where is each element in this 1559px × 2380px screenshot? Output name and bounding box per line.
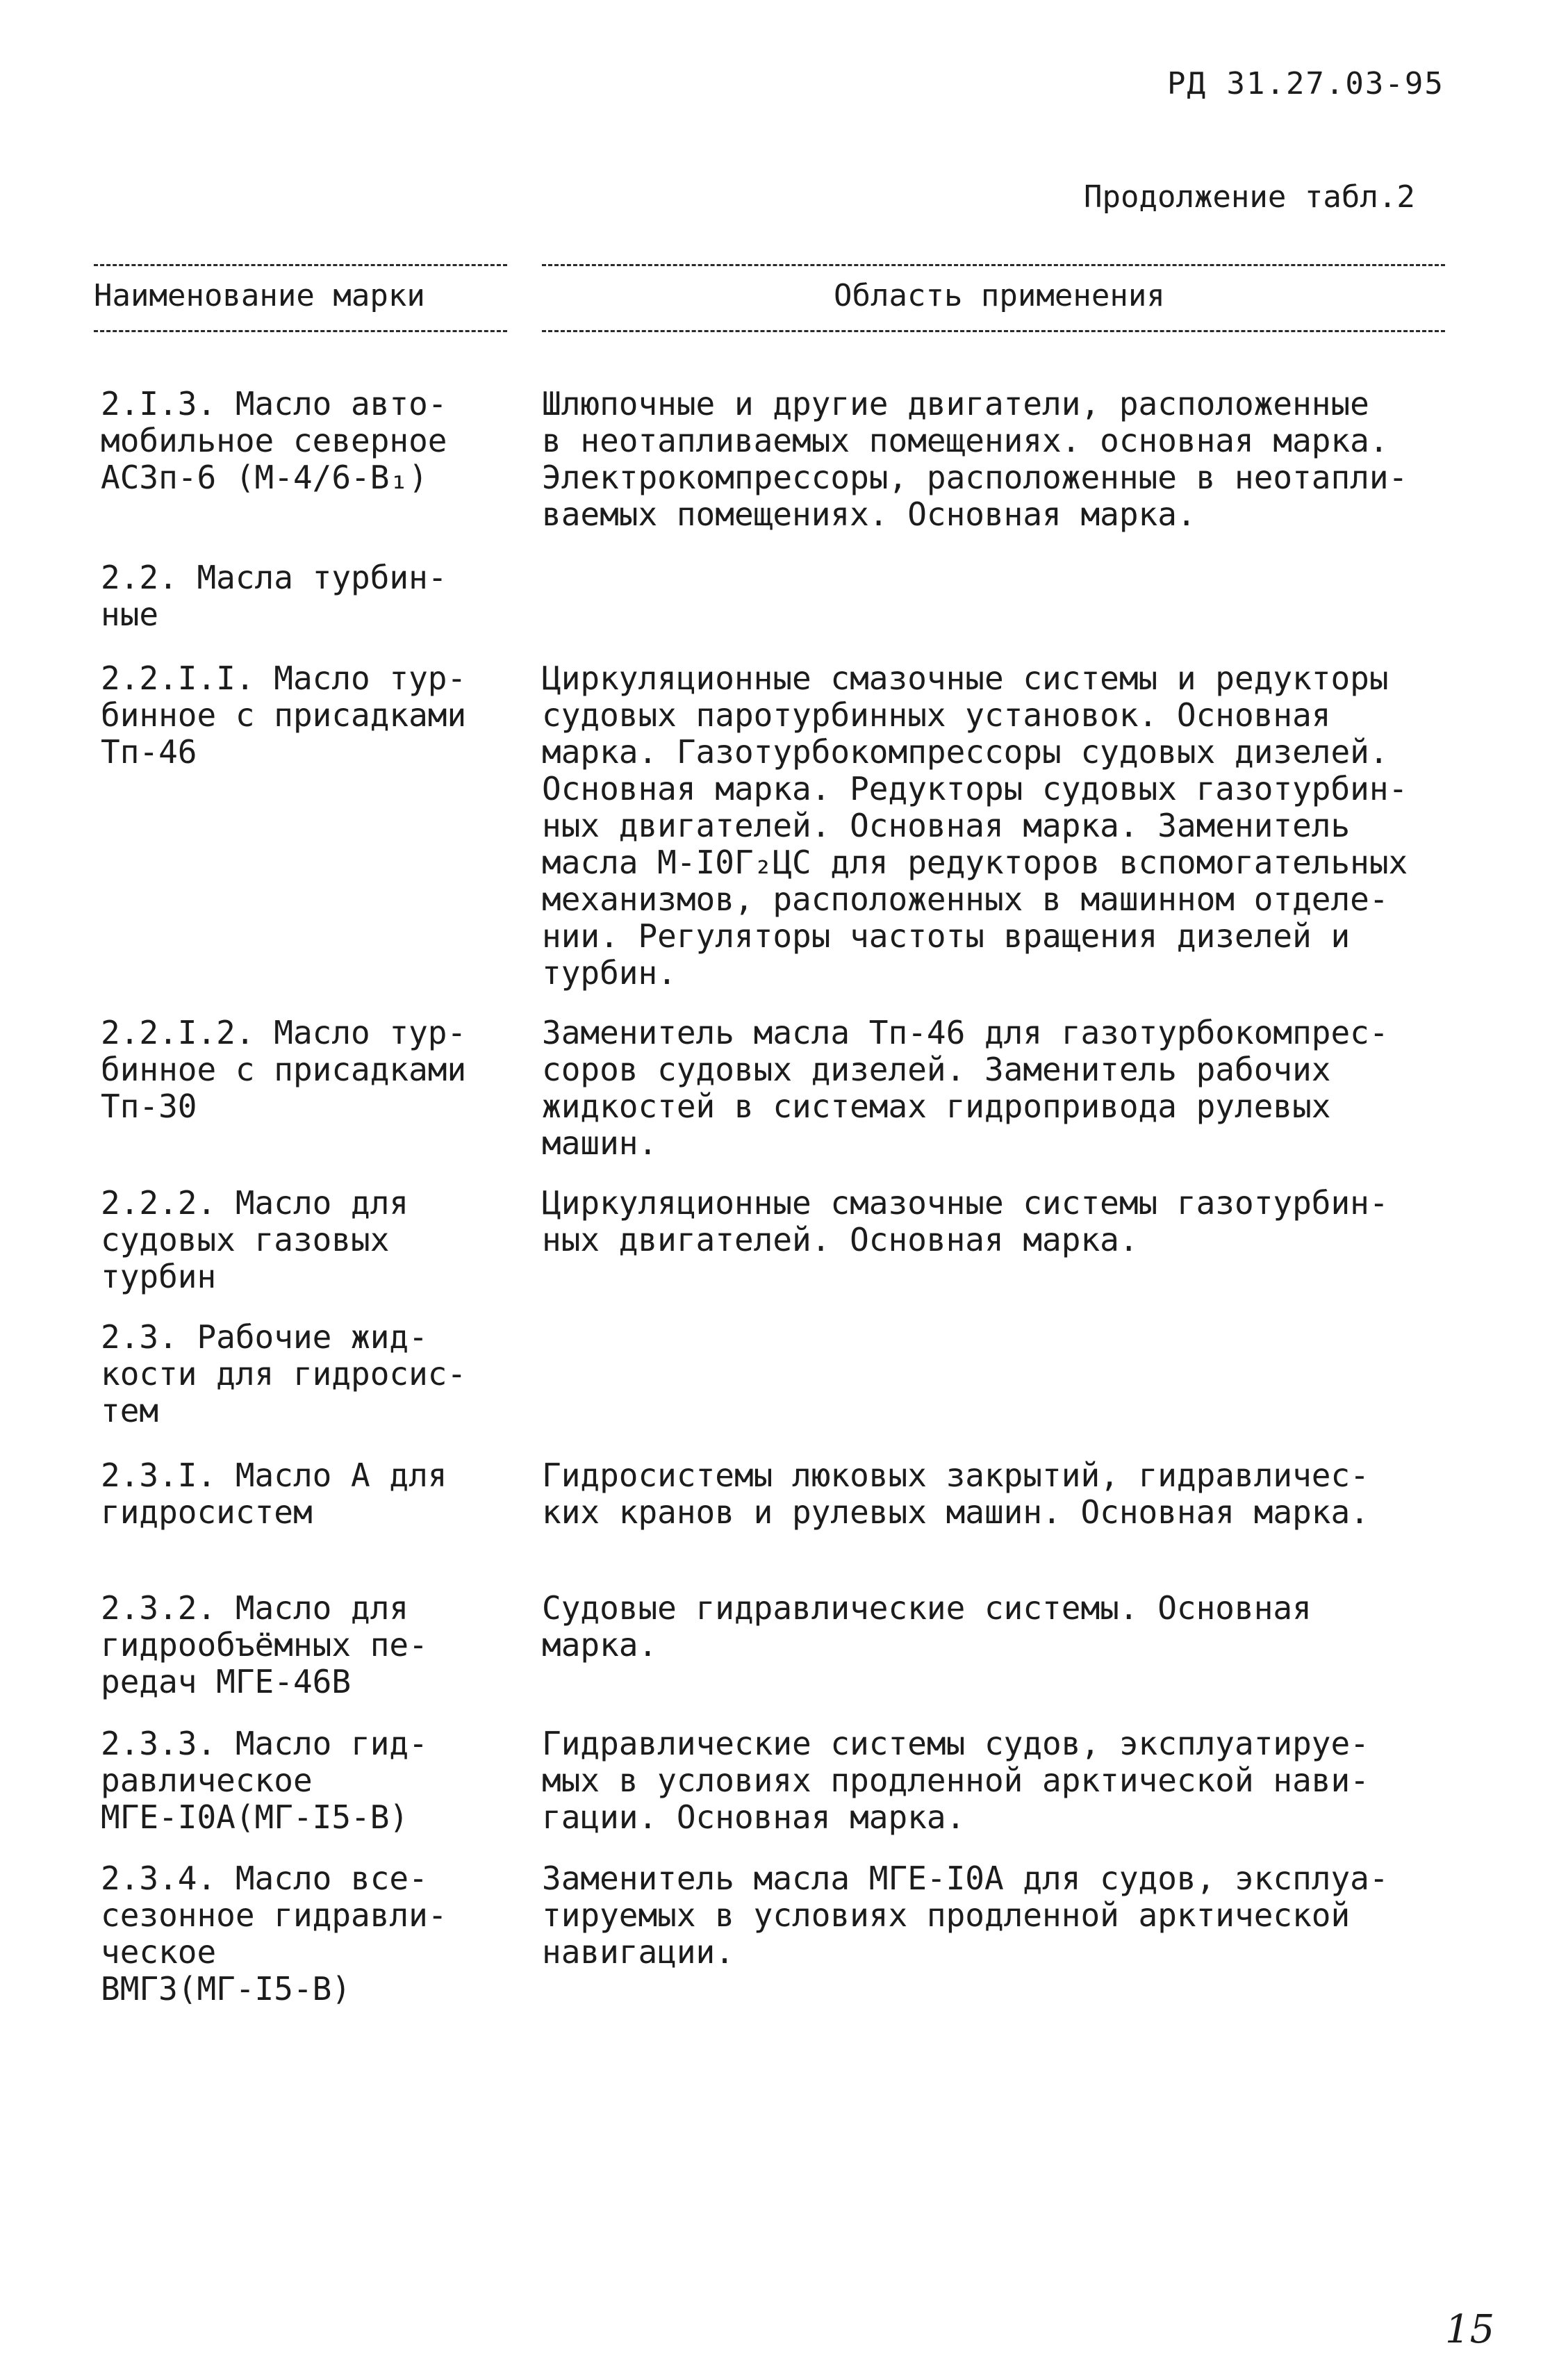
table-row-usage: Заменитель масла Тп-46 для газотурбокомпрес- соров судовых дизелей. Заменитель рабочих жидкостей в системах гидропривода рулевых машин. — [542, 1014, 1389, 1162]
table-row-name: 2.3.3. Масло гид- равлическое МГЕ-I0А(МГ-I5-В) — [101, 1725, 428, 1836]
table-row-name: 2.3.I. Масло А для гидросистем — [101, 1456, 447, 1531]
table-continuation-label: Продолжение табл.2 — [1084, 179, 1415, 215]
table-section-heading: 2.3. Рабочие жид- кости для гидросис- тем — [101, 1318, 467, 1429]
table-header-top-rule-right — [542, 264, 1445, 266]
table-row-name: 2.2.I.2. Масло тур- бинное с присадками Тп-30 — [101, 1014, 467, 1125]
column-header-brand: Наименование марки — [94, 278, 425, 313]
table-row-name: 2.3.4. Масло все- сезонное гидравли- ческое ВМГЗ(МГ-I5-В) — [101, 1860, 447, 2008]
table-header-top-rule-left — [94, 264, 507, 266]
table-row-usage: Циркуляционные смазочные системы и редукторы судовых паротурбинных установок. Основная марка. Газотурбокомпрессоры судовых дизелей. Основная марка. Редукторы судовых газотурбин- ных двигателей. Основная марка. Заменитель масла М-I0Г₂ЦС для редукторов вспомогательных механизмов, расположенных в машинном отделе- нии. Регуляторы частоты вращения дизелей и турбин. — [542, 659, 1408, 992]
page-number: 15 — [1445, 2307, 1495, 2352]
table-row-name: 2.2.I.I. Масло тур- бинное с присадками Тп-46 — [101, 659, 467, 771]
table-row-name: 2.2.2. Масло для судовых газовых турбин — [101, 1184, 409, 1295]
table-row-usage: Циркуляционные смазочные системы газотурбин- ных двигателей. Основная марка. — [542, 1184, 1389, 1258]
table-header-bottom-rule-left — [94, 330, 507, 332]
table-row-usage: Гидросистемы люковых закрытий, гидравличес- ких кранов и рулевых машин. Основная марка. — [542, 1456, 1369, 1531]
table-section-heading: 2.2. Масла турбин- ные — [101, 559, 447, 633]
table-row-usage: Шлюпочные и другие двигатели, расположенные в неотапливаемых помещениях. основная марка. Электрокомпрессоры, расположенные в неотапли- ваемых помещениях. Основная марка. — [542, 385, 1408, 533]
table-row-usage: Гидравлические системы судов, эксплуатируе- мых в условиях продленной арктической нави- гации. Основная марка. — [542, 1725, 1369, 1836]
table-row-name: 2.3.2. Масло для гидрообъёмных пе- редач МГЕ-46В — [101, 1589, 428, 1700]
document-code: РД 31.27.03-95 — [1167, 66, 1444, 101]
column-header-application: Область применения — [834, 278, 1165, 313]
table-row-usage: Судовые гидравлические системы. Основная марка. — [542, 1589, 1312, 1664]
table-header-bottom-rule-right — [542, 330, 1445, 332]
table-row-name: 2.I.3. Масло авто- мобильное северное АСЗп-6 (М-4/6-В₁) — [101, 385, 447, 496]
table-row-usage: Заменитель масла МГЕ-I0А для судов, эксплуа- тируемых в условиях продленной арктической навигации. — [542, 1860, 1389, 1971]
